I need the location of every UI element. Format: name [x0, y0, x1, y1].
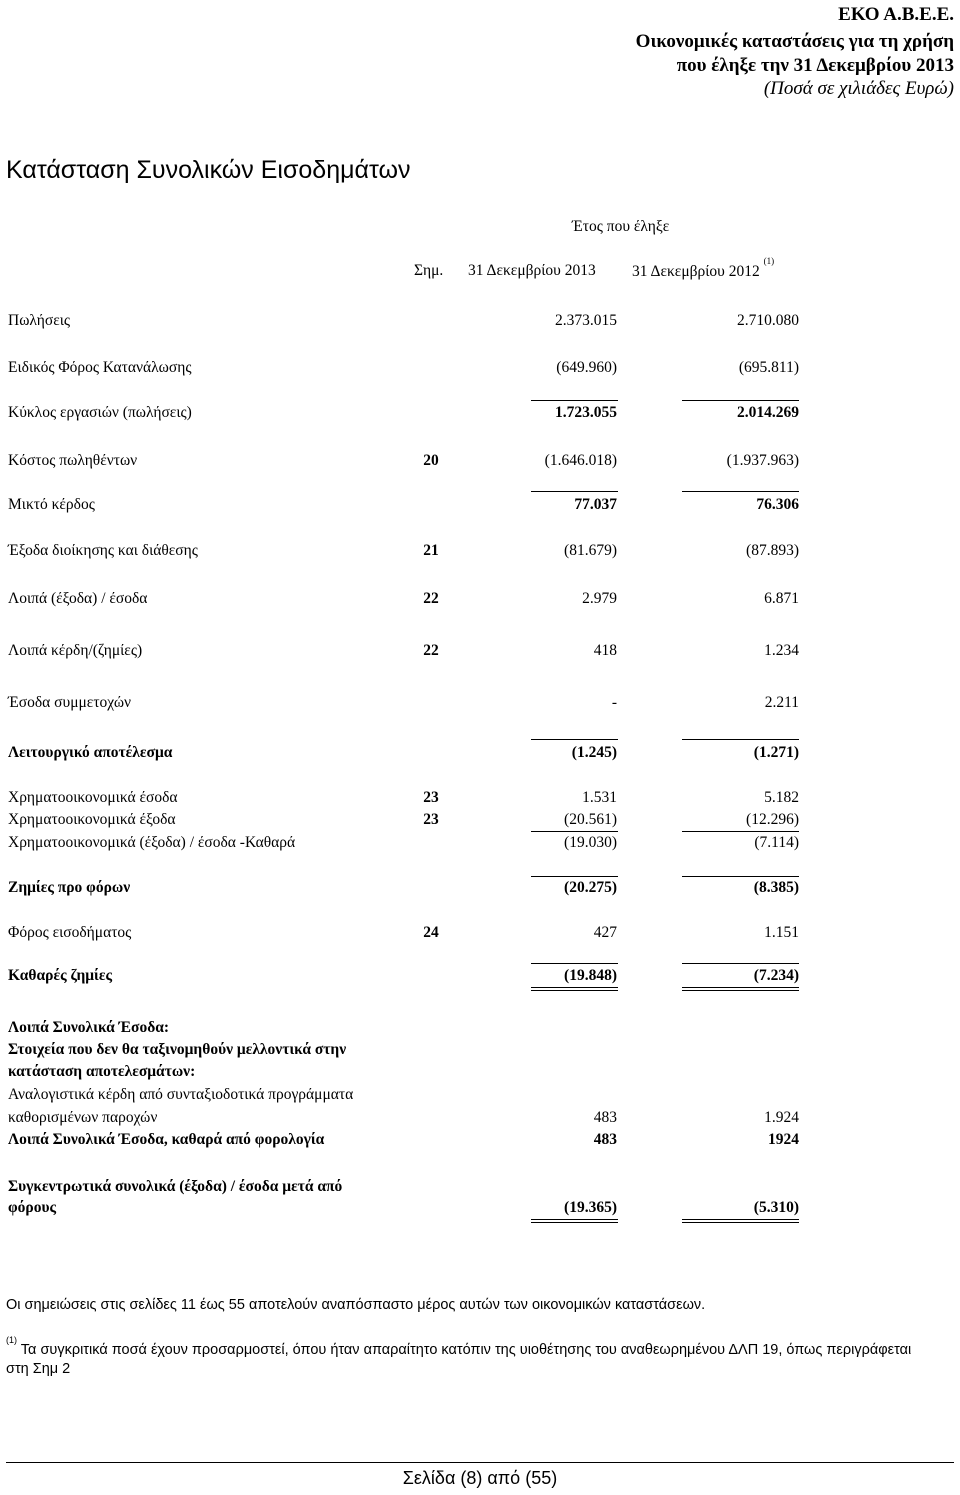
note-ref: 23 [423, 811, 439, 828]
value-2012: (7.234) [753, 967, 799, 984]
rule-line [682, 1219, 799, 1220]
oci-net-value-2012: 1924 [768, 1131, 799, 1148]
rule-line [531, 1222, 618, 1223]
footnote-1-cont: στη Σημ 2 [6, 1361, 71, 1377]
value-2013: (1.646.018) [544, 452, 617, 469]
row-label: Κόστος πωληθέντων [8, 452, 138, 469]
oci-net-value-2013: 483 [593, 1131, 617, 1148]
rule-line [531, 990, 618, 991]
note-ref: 21 [423, 542, 439, 559]
row-label: Ζημίες προ φόρων [8, 879, 131, 896]
value-2012: (7.114) [754, 834, 799, 851]
period-label: Έτος που έληξε [572, 218, 670, 235]
header-currency-note: (Ποσά σε χιλιάδες Ευρώ) [763, 78, 954, 99]
rule-line [531, 876, 618, 877]
row-label: Λοιπά (έξοδα) / έσοδα [8, 590, 148, 607]
rule-line [682, 491, 799, 492]
row-label: Ειδικός Φόρος Κατανάλωσης [8, 359, 192, 376]
rule-line [682, 1222, 799, 1223]
value-2013: (19.848) [564, 967, 617, 984]
rule-line [682, 990, 799, 991]
value-2013: 418 [593, 642, 617, 659]
value-2013: (649.960) [556, 359, 617, 376]
row-label: Καθαρές ζημίες [8, 967, 112, 984]
value-2012: 1.151 [764, 924, 799, 941]
value-2012: 2.014.269 [737, 404, 799, 421]
footnote-1 [6, 1335, 912, 1358]
value-2013: (20.275) [564, 879, 617, 896]
value-2013: (81.679) [564, 542, 617, 559]
value-2013: 1.723.055 [555, 404, 617, 421]
rule-line [682, 739, 799, 740]
value-2012: 2.211 [764, 694, 799, 711]
value-2013: (19.030) [564, 834, 617, 851]
value-2012: 76.306 [756, 496, 799, 513]
page-number: Σελίδα (8) από (55) [402, 1468, 558, 1488]
rule-line [531, 491, 618, 492]
rule-line [682, 876, 799, 877]
oci-item-value-2013: 483 [593, 1109, 617, 1126]
column-2012-header-text: 31 Δεκεμβρίου 2012 [632, 263, 760, 281]
value-2012: (695.811) [738, 359, 799, 376]
rule-line [682, 963, 799, 964]
value-2013: (20.561) [564, 811, 617, 828]
row-label: Χρηματοοικονομικά (έξοδα) / έσοδα -Καθαρά [8, 834, 296, 851]
note-column-header: Σημ. [414, 262, 444, 279]
oci-item-label-cont: καθορισμένων παροχών [8, 1109, 158, 1126]
value-2013: (1.245) [571, 744, 617, 761]
row-label: Λειτουργικό αποτέλεσμα [8, 744, 173, 761]
row-label: Χρηματοοικονομικά έξοδα [8, 811, 176, 828]
value-2012: 5.182 [764, 789, 799, 806]
oci-net-label: Λοιπά Συνολικά Έσοδα, καθαρά από φορολογία [8, 1131, 325, 1148]
total-comprehensive-label-cont: φόρους [8, 1199, 57, 1216]
rule-line [682, 987, 799, 988]
rule-line [531, 831, 618, 832]
rule-line [531, 987, 618, 988]
row-label: Φόρος εισοδήματος [8, 924, 132, 941]
rule-line [682, 400, 799, 401]
oci-subheading-cont: κατάσταση αποτελεσμάτων: [8, 1063, 196, 1080]
rule-line [531, 963, 618, 964]
oci-subheading: Στοιχεία που δεν θα ταξινομηθούν μελλοντικά στην [8, 1041, 347, 1058]
note-ref: 22 [423, 642, 439, 659]
row-label: Μικτό κέρδος [8, 496, 95, 513]
total-comprehensive-2012: (5.310) [753, 1199, 799, 1216]
note-ref: 22 [423, 590, 439, 607]
rule-line [682, 831, 799, 832]
oci-item-label: Αναλογιστικά κέρδη από συνταξιοδοτικά προγράμματα [8, 1086, 354, 1103]
row-label: Έξοδα διοίκησης και διάθεσης [8, 542, 198, 559]
value-2013: - [611, 694, 617, 711]
header-line-3: που έληξε την 31 Δεκεμβρίου 2013 [676, 55, 954, 76]
note-ref: 23 [423, 789, 439, 806]
footnote-text: Τα συγκριτικά ποσά έχουν προσαρμοστεί, όπου ήταν απαραίτητο κατόπιν της υιοθέτησης του αναθεωρημένου ΔΛΠ 19, όπως περιγράφεται [20, 1341, 912, 1358]
rule-line [531, 1219, 618, 1220]
rule-line [531, 739, 618, 740]
value-2012: (1.937.963) [726, 452, 799, 469]
value-2013: 427 [593, 924, 617, 941]
value-2013: 2.979 [582, 590, 617, 607]
row-label: Λοιπά κέρδη/(ζημίες) [8, 642, 143, 659]
value-2012: 1.234 [764, 642, 799, 659]
value-2013: 2.373.015 [555, 312, 617, 329]
total-comprehensive-2013: (19.365) [564, 1199, 617, 1216]
value-2012: (8.385) [753, 879, 799, 896]
header-line-2: Οικονομικές καταστάσεις για τη χρήση [635, 31, 954, 52]
page-title: Κατάσταση Συνολικών Εισοδημάτων [6, 156, 411, 184]
column-2012-header [632, 256, 775, 281]
footer-rule [6, 1462, 954, 1463]
value-2012: (87.893) [746, 542, 799, 559]
row-label: Πωλήσεις [8, 312, 71, 329]
row-label: Κύκλος εργασιών (πωλήσεις) [8, 404, 192, 421]
row-label: Χρηματοοικονομικά έσοδα [8, 789, 178, 806]
footnote-marker: (1) [6, 1335, 17, 1345]
oci-heading: Λοιπά Συνολικά Έσοδα: [8, 1019, 170, 1036]
value-2012: (1.271) [753, 744, 799, 761]
total-comprehensive-label: Συγκεντρωτικά συνολικά (έξοδα) / έσοδα μετά από [8, 1178, 343, 1195]
value-2012: (12.296) [746, 811, 799, 828]
note-ref: 24 [423, 924, 439, 941]
note-ref: 20 [423, 452, 439, 469]
column-2013-header: 31 Δεκεμβρίου 2013 [468, 262, 596, 279]
value-2012: 2.710.080 [737, 312, 799, 329]
value-2013: 1.531 [582, 789, 617, 806]
value-2013: 77.037 [574, 496, 617, 513]
row-label: Έσοδα συμμετοχών [8, 694, 132, 711]
company-name: ΕΚΟ Α.Β.Ε.Ε. [838, 4, 954, 25]
column-2012-footnote-marker: (1) [763, 256, 775, 266]
notes-reference: Οι σημειώσεις στις σελίδες 11 έως 55 αποτελούν αναπόσπαστο μέρος αυτών των οικονομικών καταστάσεων. [6, 1297, 706, 1313]
value-2012: 6.871 [764, 590, 799, 607]
oci-item-value-2012: 1.924 [764, 1109, 799, 1126]
rule-line [531, 400, 618, 401]
